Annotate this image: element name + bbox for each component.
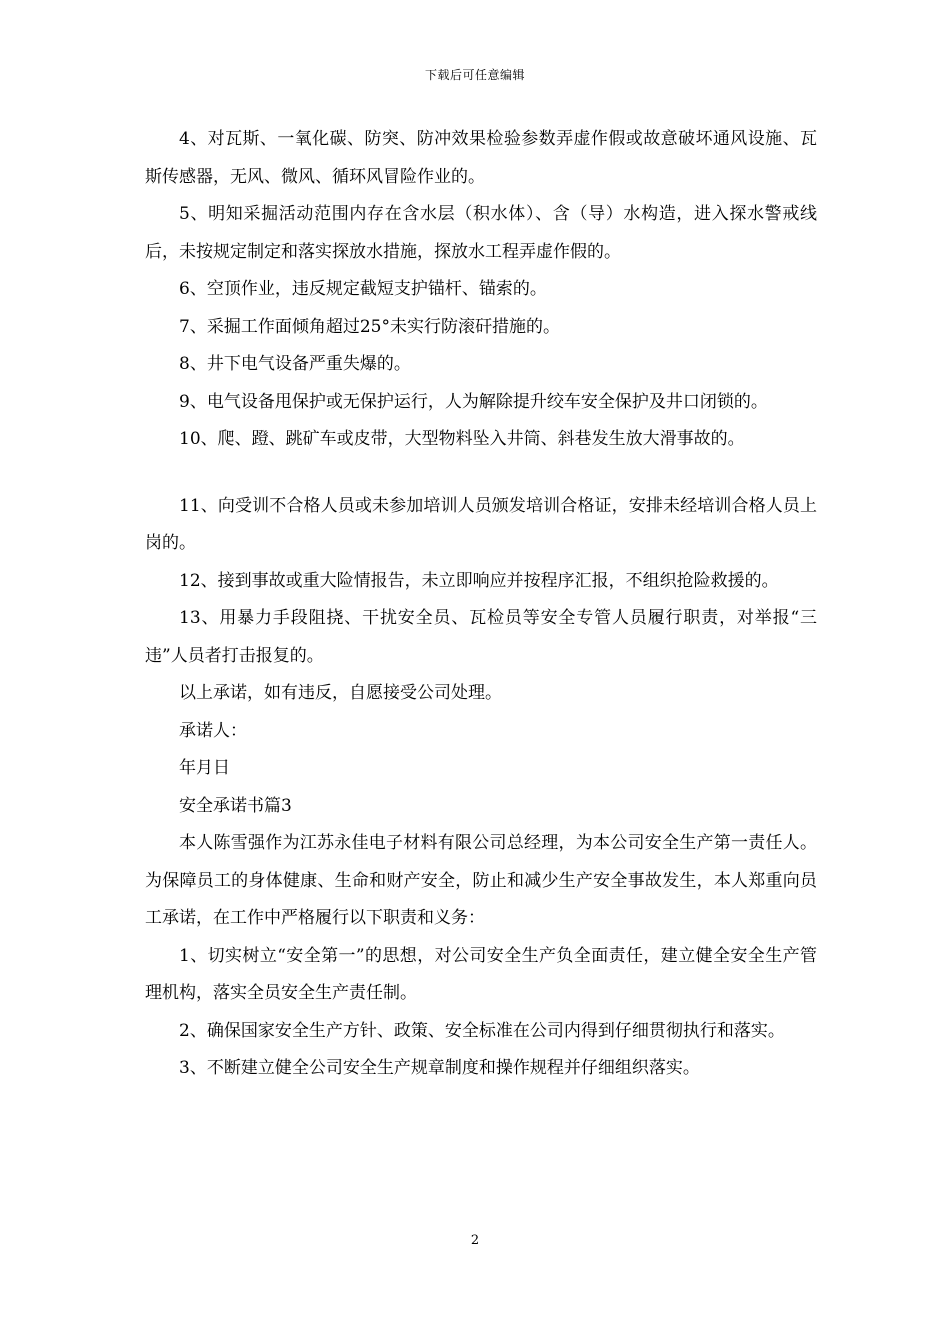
document-body [145,121,817,1088]
section-title: 安全承诺书篇3 [179,795,292,816]
page-number: 2 [470,1233,480,1248]
paragraph-item-9: 9、电气设备甩保护或无保护运行，人为解除提升绞车安全保护及井口闭锁的。 [179,391,768,412]
date-label: 年月日 [179,758,230,778]
paragraph-item-7: 7、采掘工作面倾角超过25°未实行防滚矸措施的。 [179,316,560,337]
paragraph-item-11: 11、向受训不合格人员或未参加培训人员颁发培训合格证，安排未经培训合格人员上岗的。 [145,495,817,553]
intro-paragraph: 本人陈雪强作为江苏永佳电子材料有限公司总经理，为本公司安全生产第一责任人。为保障员工的身体健康、生命和财产安全，防止和减少生产安全事故发生，本人郑重向员工承诺，在工作中严格履行以下职责和义务： [145,833,817,928]
paragraph-item-10: 10、爬、蹬、跳矿车或皮带，大型物料坠入井筒、斜巷发生放大滑事故的。 [179,429,745,449]
paragraph-item-5: 5、明知采掘活动范围内存在含水层（积水体）、含（导）水构造，进入探水警戒线后，未按规定制定和落实探放水措施，探放水工程弄虚作假的。 [145,204,817,262]
duty-item-2: 2、确保国家安全生产方针、政策、安全标准在公司内得到仔细贯彻执行和落实。 [179,1020,785,1041]
signatory-label: 承诺人： [179,720,247,741]
paragraph-item-13: 13、用暴力手段阻挠、干扰安全员、瓦检员等安全专管人员履行职责，对举报“三违”人员者打击报复的。 [145,608,817,666]
paragraph-item-4: 4、对瓦斯、一氧化碳、防突、防冲效果检验参数弄虚作假或故意破坏通风设施、瓦斯传感器，无风、微风、循环风冒险作业的。 [145,129,817,187]
paragraph-item-6: 6、空顶作业，违反规定截短支护锚杆、锚索的。 [179,279,547,299]
paragraph-item-8: 8、井下电气设备严重失爆的。 [179,354,411,374]
duty-item-1: 1、切实树立“安全第一”的思想，对公司安全生产负全面责任，建立健全安全生产管理机构，落实全员安全生产责任制。 [145,945,817,1003]
paragraph-item-12: 12、接到事故或重大险情报告，未立即响应并按程序汇报，不组织抢险救援的。 [179,570,779,591]
header-note: 下载后可任意编辑 [424,68,525,82]
commitment-statement: 以上承诺，如有违反，自愿接受公司处理。 [179,683,502,703]
duty-item-3: 3、不断建立健全公司安全生产规章制度和操作规程并仔细组织落实。 [179,1058,700,1078]
